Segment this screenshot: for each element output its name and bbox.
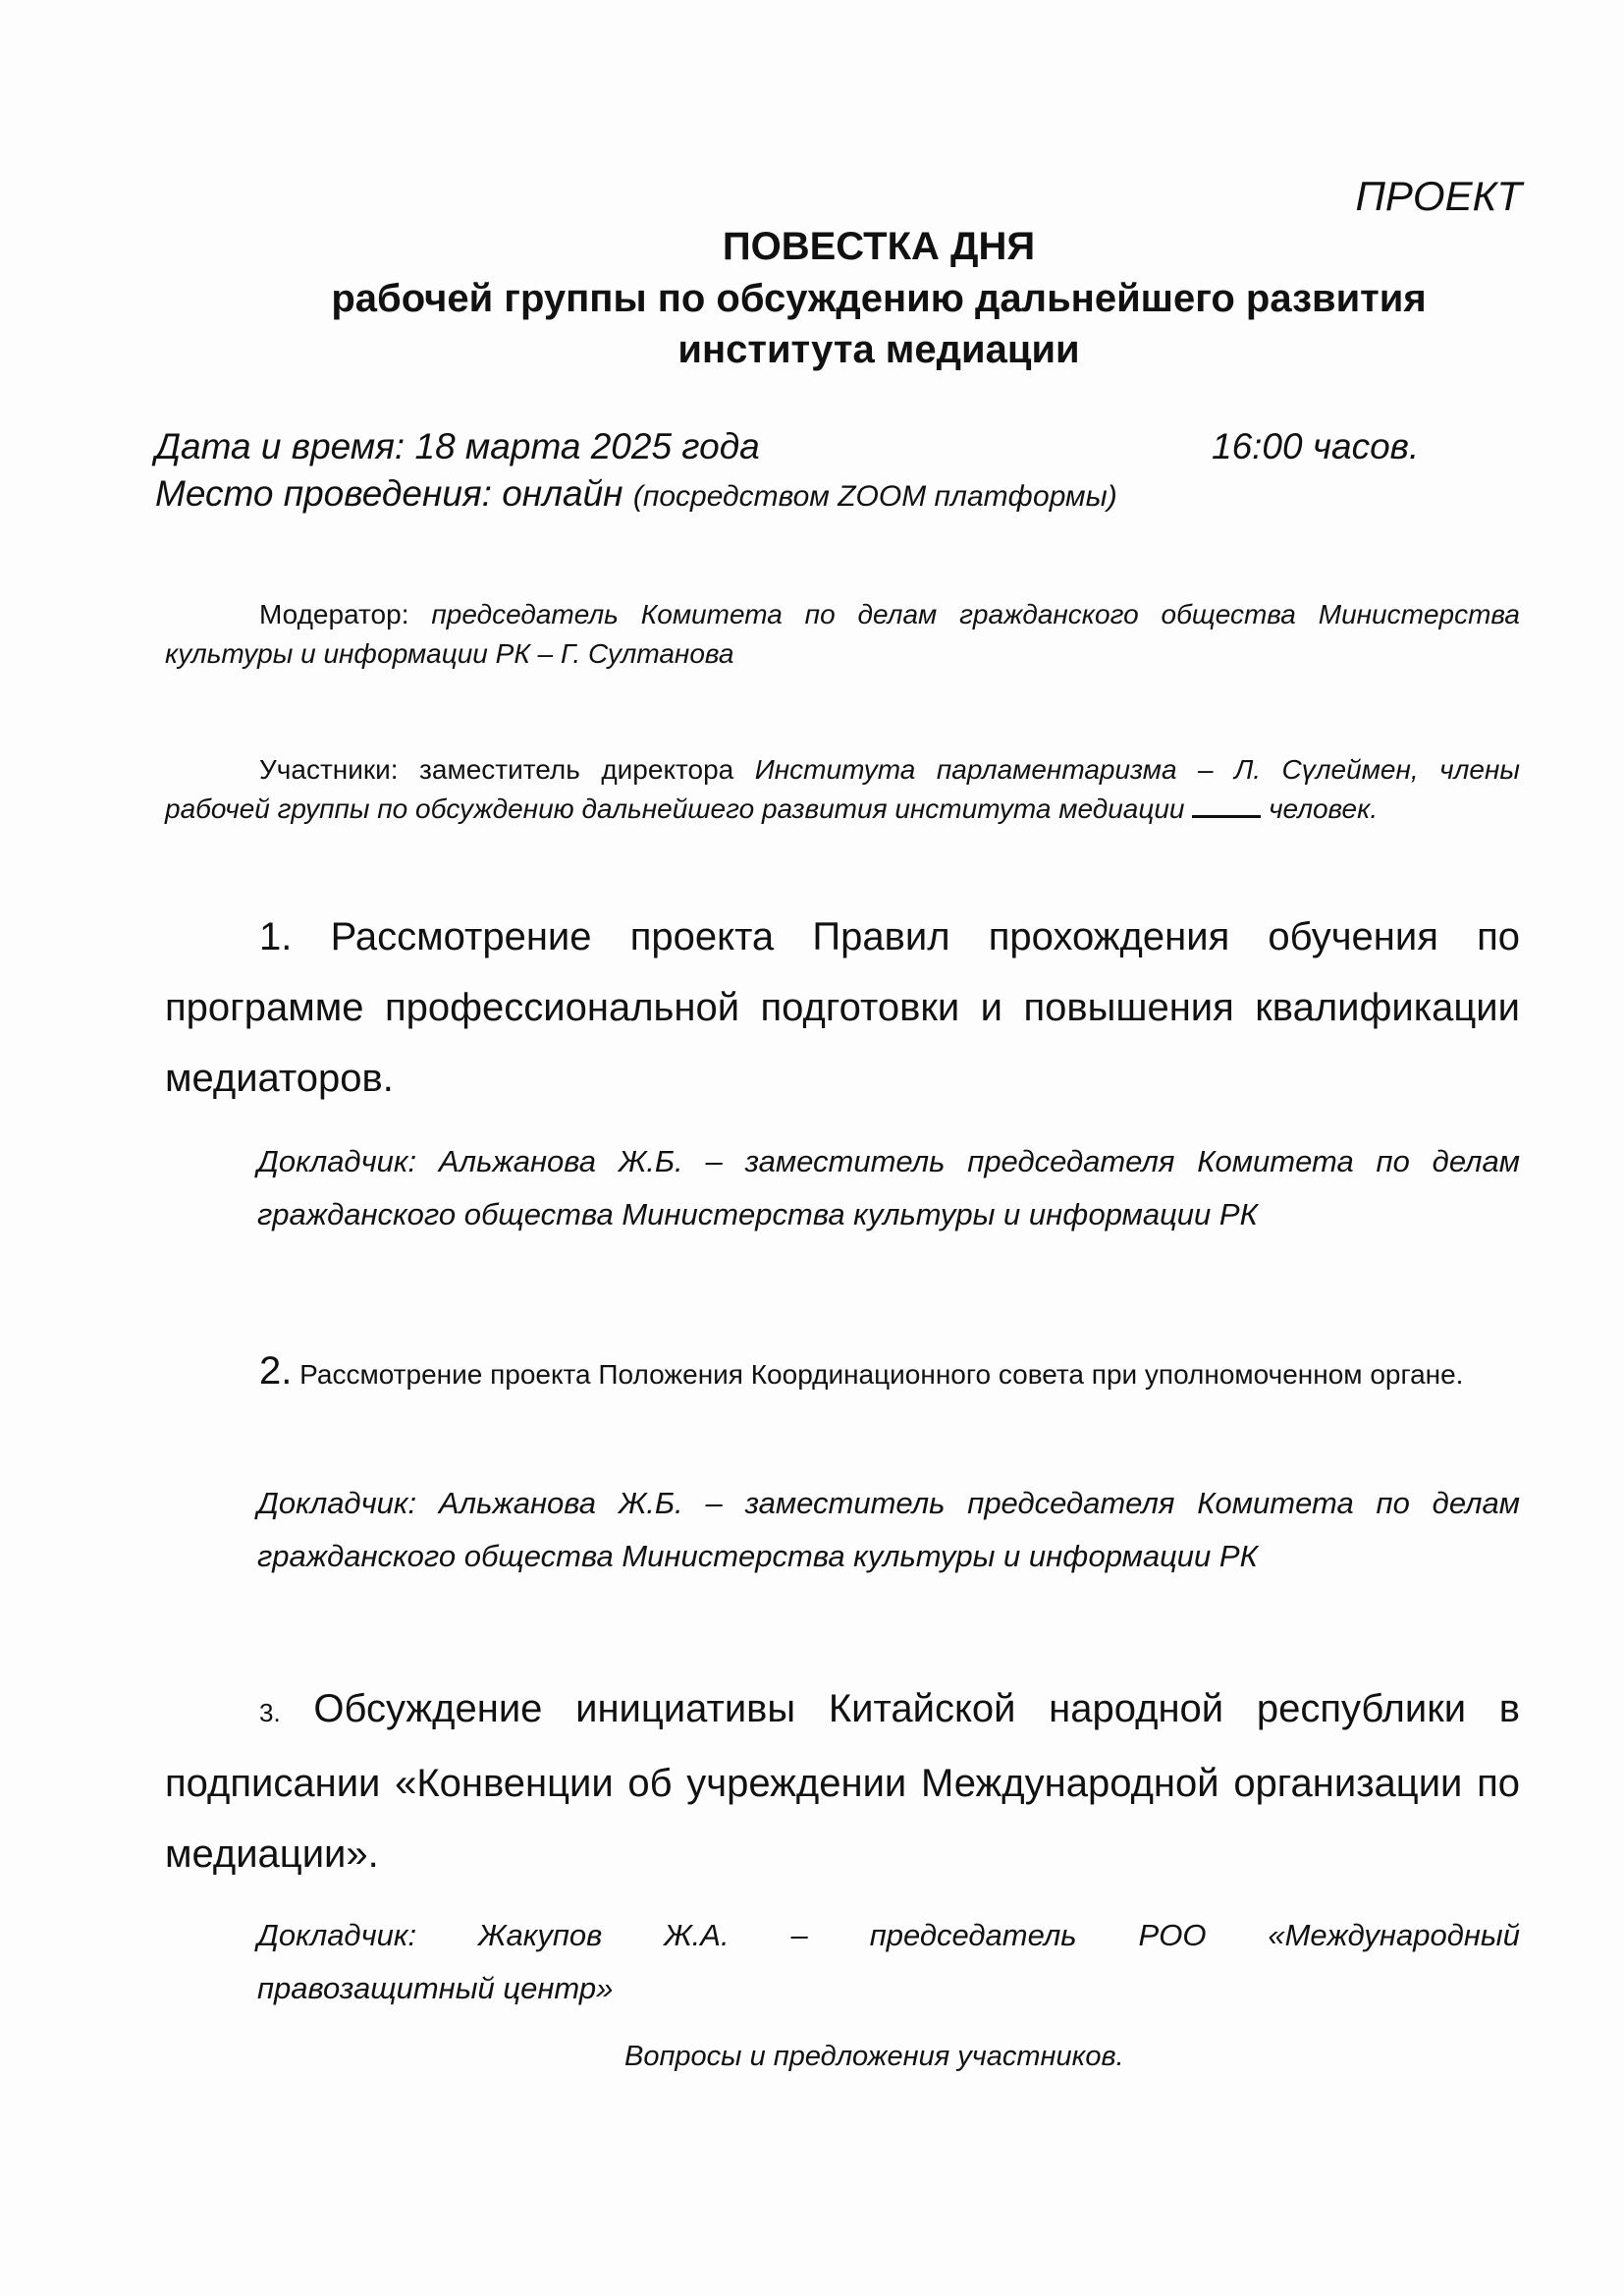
- page-subtitle-line1: рабочей группы по обсуждению дальнейшего развития: [331, 277, 1427, 320]
- speaker-word: «Международный: [1268, 1918, 1520, 1952]
- agenda-number: 3.: [259, 1698, 281, 1727]
- place-label: Место проведения:: [155, 473, 492, 514]
- page-title: ПОВЕСТКА ДНЯ: [722, 225, 1036, 268]
- agenda-item-2: [165, 1341, 1520, 1404]
- agenda-number: 2.: [259, 1349, 293, 1393]
- agenda-number: 1.: [259, 915, 293, 958]
- speaker-word: Ж.А.: [664, 1918, 730, 1952]
- participants-label: Участники:: [259, 754, 399, 785]
- page-subtitle-line2: института медиации: [677, 328, 1080, 371]
- participants-paragraph: [165, 750, 1520, 829]
- speaker-word: Жакупов: [478, 1918, 603, 1952]
- speaker-word: –: [790, 1918, 808, 1952]
- place-value: онлайн: [502, 473, 623, 514]
- date-label: Дата и время:: [155, 426, 406, 466]
- agenda-text: Рассмотрение проекта Правил прохождения обучения по программе профессиональной подготовки и повышения квалификации медиаторов.: [165, 915, 1520, 1100]
- meeting-place: [155, 473, 1117, 515]
- speaker-line-1: [257, 1909, 1520, 1962]
- participants-suffix: человек.: [1269, 793, 1379, 824]
- participants-text: Института парламентаризма – Л. Сүлеймен, члены рабочей группы по обсуждению дальнейшего развития института медиации: [165, 754, 1521, 824]
- closing-note: Вопросы и предложения участников.: [624, 2041, 1124, 2072]
- speaker-word: РОО: [1138, 1918, 1207, 1952]
- participants-role: заместитель директора: [419, 754, 734, 785]
- agenda-speaker-1: Докладчик: Альжанова Ж.Б. – заместитель председателя Комитета по делам гражданского общества Министерства культуры и информации РК: [257, 1144, 1520, 1231]
- moderator-paragraph: [165, 595, 1520, 674]
- place-note: (посредством ZOOM платформы): [632, 480, 1117, 513]
- agenda-speaker-3: [257, 1909, 1520, 2015]
- date-value: 18 марта 2025 года: [414, 426, 760, 466]
- agenda-item-1: [165, 902, 1520, 1114]
- moderator-label: Модератор:: [259, 599, 409, 629]
- agenda-text: Рассмотрение проекта Положения Координационного совета при уполномоченном органе.: [299, 1359, 1464, 1390]
- meeting-date: [155, 426, 760, 467]
- participant-count-blank: [1192, 792, 1261, 818]
- meeting-time: 16:00 часов.: [1212, 426, 1420, 466]
- moderator-text: председатель Комитета по делам гражданского общества Министерства культуры и информации РК – Г. Султанова: [165, 599, 1520, 669]
- agenda-speaker-2: Докладчик: Альжанова Ж.Б. – заместитель председателя Комитета по делам гражданского общества Министерства культуры и информации РК: [257, 1486, 1520, 1573]
- speaker-line-2: правозащитный центр»: [257, 1971, 614, 2005]
- speaker-word: Докладчик:: [257, 1918, 417, 1952]
- agenda-text: Обсуждение инициативы Китайской народной республики в подписании «Конвенции об учреждении Международной организации по медиации».: [165, 1687, 1520, 1876]
- speaker-word: председатель: [869, 1918, 1077, 1952]
- draft-stamp: ПРОЕКТ: [1355, 173, 1522, 219]
- agenda-item-3: [165, 1673, 1520, 1889]
